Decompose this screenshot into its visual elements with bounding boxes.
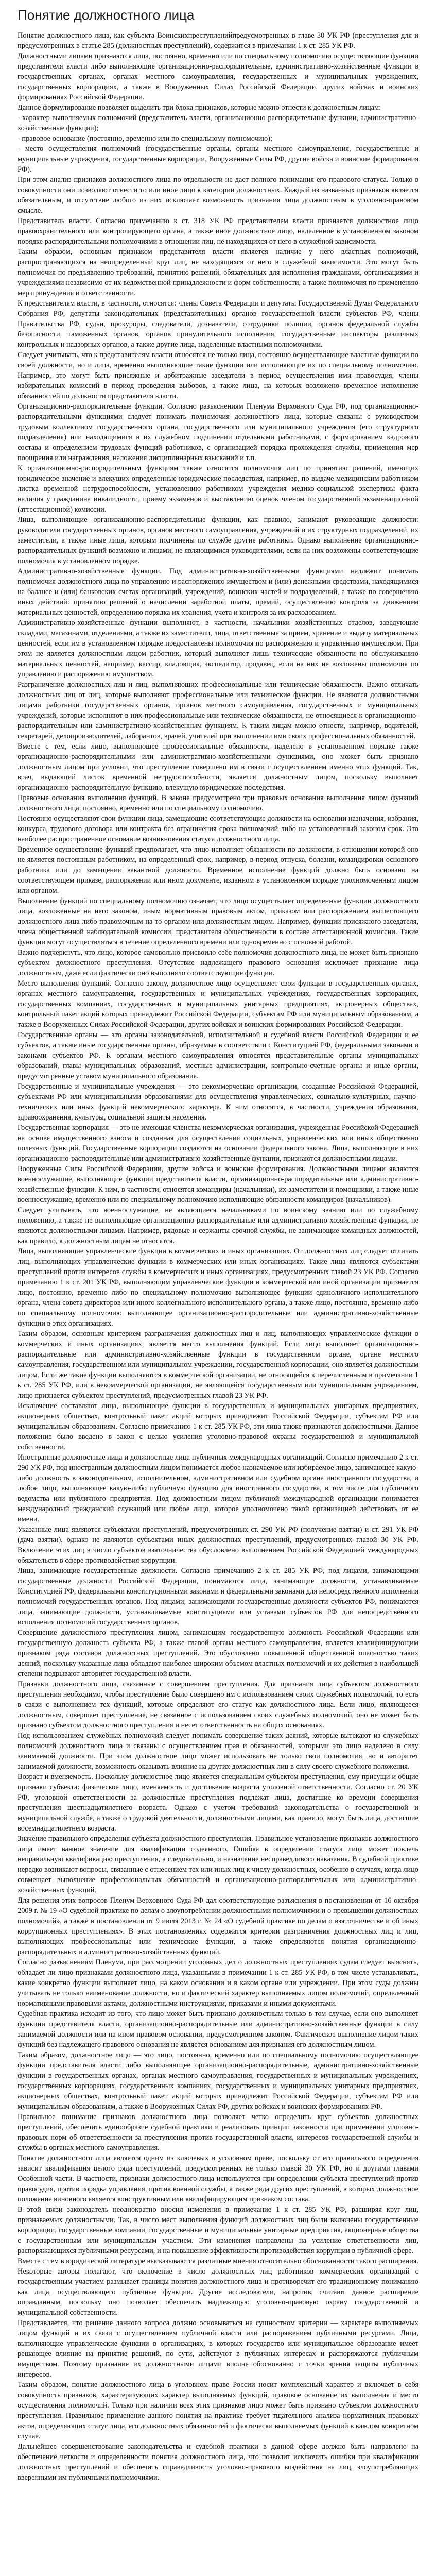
article-paragraph: Административно-хозяйственные функции. Под административно-хозяйственными функциями надлежит понимать полномочия должностного лица по управлению и распоряжению имуществом и (или) денежными средствами, находящимися на балансе и (или) банковских счетах организаций, учреждений, воинских частей и подразделений, а также по совершению иных действий: принятию решений о начислении заработной платы, премий, осуществлению контроля за движением материальных ценностей, определению порядка их хранения, учета и контроля за их расходованием. — [18, 567, 418, 617]
article-paragraph: Правовые основания выполнения функций. В законе предусмотрено три правовых основания выполнения лицом функций должностного лица: постоянно, временно или по специальному полномочию. — [18, 794, 418, 813]
article-paragraph: Иностранные должностные лица и должностные лица публичных международных организаций. Согласно примечанию 2 к ст. 290 УК РФ, под иностранным должностным лицом понимается любое назначаемое или избираемое лицо, занимающее какую-либо должность в законодательном, исполнительном, административном или судебном органе иностранного государства, и любое лицо, выполняющее какую-либо публичную функцию для иностранного государства, в том числе для публичного ведомства или публичного предприятия. Под должностным лицом публичной международной организации понимается международный гражданский служащий или любое лицо, которое уполномочено такой организацией действовать от ее имени. — [18, 1453, 418, 1524]
article-paragraph: Таким образом, понятие должностного лица в уголовном праве России носит комплексный характер и включает в себя совокупность признаков, характеризующих характер выполняемых функций, правовое основание их выполнения и место осуществления полномочий. Только при наличии всех этих признаков лицо может быть признано субъектом должностного преступления. Правильное применение данного понятия на практике требует тщательного анализа нормативных правовых актов, определяющих статус лица, его должностных обязанностей и фактически выполняемых функций в каждом конкретном случае. — [18, 2381, 418, 2441]
article-paragraph: Организационно-распорядительные функции. Согласно разъяснениям Пленума Верховного Суда РФ, под организационно-распорядительными функциями следует понимать полномочия должностного лица, которые связаны с руководством трудовым коллективом государственного органа, государственного или муниципального учреждения (его структурного подразделения) или находящимися в их служебном подчинении отдельными работниками, с формированием кадрового состава и определением трудовых функций работников, с организацией порядка прохождения службы, применения мер поощрения или награждения, наложения дисциплинарных взысканий и т.п. — [18, 402, 418, 463]
article-paragraph: Таким образом, основным признаком представителя власти является наличие у него властных полномочий, распространяющихся на неопределенный круг лиц, не находящихся от него в служебной зависимости. Это могут быть полномочия по предъявлению требований, принятию решений, обязательных для исполнения гражданами, организациями и учреждениями независимо от их ведомственной принадлежности и форм собственности, а также полномочия по применению мер принуждения и ответственности. — [18, 248, 418, 298]
article-paragraph: - правовое основание (постоянно, временно или по специальному полномочию); — [18, 134, 273, 143]
article-paragraph: Под использованием служебных полномочий следует понимать совершение таких деяний, которые вытекают из служебных полномочий должностного лица и связаны с осуществлением прав и обязанностей, которыми это лицо наделено в силу занимаемой должности. При этом должностное лицо может использовать не только свои полномочия, но и авторитет занимаемой должности, возможность оказывать влияние на других должностных лиц в силу своего служебного положения. — [18, 1732, 418, 1771]
article-paragraph: Государственные и муниципальные учреждения — это некоммерческие организации, созданные Российской Федерацией, субъектами РФ или муниципальными образованиями для осуществления управленческих, социально-культурных, научно-технических или иных функций некоммерческого характера. К ним относятся, в частности, учреждения образования, здравоохранения, культуры, социальной защиты населения. — [18, 1082, 418, 1122]
article-paragraph: В этой связи законодатель неоднократно вносил изменения в примечание 1 к ст. 285 УК РФ, расширяя круг лиц, признаваемых должностными. Так, в число мест выполнения функций должностных лиц были включены государственные корпорации, государственные компании, государственные и муниципальные унитарные предприятия, акционерные общества с государственным или муниципальным участием. Эти изменения направлены на усиление ответственности лиц, распоряжающихся публичными ресурсами, и на повышение эффективности противодействия коррупции в публичной сфере. — [18, 2206, 418, 2256]
article-paragraph: Разграничение должностных лиц и лиц, выполняющих профессиональные или технические обязанности. Важно отличать должностных лиц от лиц, которые выполняют профессиональные или технические функции. Не являются должностными лицами работники государственных органов, органов местного самоуправления, государственных и муниципальных учреждений, которые исполняют в них профессиональные или технические обязанности, не относящиеся к организационно-распорядительным или административно-хозяйственным функциям. К таким лицам можно отнести, например, водителей, секретарей, делопроизводителей, лаборантов, врачей, учителей при выполнении ими своих профессиональных обязанностей. — [18, 681, 418, 741]
article-paragraph: Следует учитывать, что к представителям власти относятся не только лица, постоянно осуществляющие властные функции по своей должности, но и лица, временно выполняющие такие функции или исполняющие их по специальному полномочию. Например, это могут быть присяжные и арбитражные заседатели в период осуществления ими правосудия, члены избирательных комиссий в период проведения выборов, а также лица, на которых возложено временное исполнение обязанностей по должности представителя власти. — [18, 351, 418, 401]
article-paragraph: Понятие должностного лица, как субъекта Воинскихпреступленийпредусмотренных в главе 30 УК РФ (преступления для и предусмотренных в статье 285 (должностных преступлений), содержится в примечании 1 к ст. 285 УК РФ. — [18, 31, 418, 50]
article-paragraph: Значение правильного определения субъекта должностного преступления. Правильное установление признаков должностного лица имеет важное значение для квалификации содеянного. Ошибка в определении статуса лица может повлечь неправильную квалификацию преступления, а следовательно, и назначение несправедливого наказания. В судебной практике нередко возникают вопросы, связанные с отнесением тех или иных лиц к числу должностных, особенно в случаях, когда лицо совмещает выполнение профессиональных обязанностей и организационно-распорядительных или административно-хозяйственных функций. — [18, 1835, 418, 1895]
article-paragraph: Вооруженные Силы Российской Федерации, другие войска и воинские формирования. Должностными лицами являются военнослужащие, выполняющие функции представителя власти, организационно-распорядительные или административно-хозяйственные функции. К ним, в частности, относятся командиры (начальники), их заместители и помощники, а также иные военнослужащие, временно или по специальному полномочию исполняющие обязанности командиров (начальников). — [18, 1165, 418, 1205]
article-paragraph: Представляется, что решение данного вопроса должно основываться на сущностном критерии — характере выполняемых лицом функций и их связи с осуществлением публичной власти или распоряжением публичными ресурсами. Лица, выполняющие управленческие функции в организациях, в которых государство или муниципальное образование имеет решающее влияние на принятие решений, по сути, действуют в публичных интересах и распоряжаются публичным имуществом. Поэтому признание их должностными лицами вполне обоснованно с точки зрения защиты публичных интересов. — [18, 2319, 418, 2379]
article-paragraph: Признаки должностного лица, связанные с совершением преступления. Для признания лица субъектом должностного преступления необходимо, чтобы преступление было совершено им с использованием своих служебных полномочий, то есть в связи с выполнением тех функций, которые определяют его статус как должностного лица. Если лицо, являющееся должностным, совершает преступление, не связанное с использованием своих служебных полномочий, оно не может быть признано субъектом должностного преступления и несет ответственность на общих основаниях. — [18, 1680, 418, 1730]
article-paragraph: Совершение должностного преступления лицом, занимающим государственную должность Российской Федерации или государственную должность субъекта РФ, а также главой органа местного самоуправления, является квалифицирующим признаком ряда составов должностных преступлений. Это обусловлено повышенной общественной опасностью таких деяний, поскольку указанные лица обладают наиболее широким объемом властных полномочий и их действия в наибольшей степени подрывают авторитет государственной власти. — [18, 1629, 418, 1679]
article-paragraph: Место выполнения функций. Согласно закону, должностное лицо осуществляет свои функции в государственных органах, органах местного самоуправления, государственных и муниципальных учреждениях, государственных корпорациях, государственных компаниях, государственных и муниципальных унитарных предприятиях, акционерных обществах, контрольный пакет акций которых принадлежит Российской Федерации, субъектам РФ или муниципальным образованиям, а также в Вооруженных Силах Российской Федерации, других войсках и воинских формированиях Российской Федерации. — [18, 979, 418, 1029]
article-paragraph: К представителям власти, в частности, относятся: члены Совета Федерации и депутаты Государственной Думы Федерального Собрания РФ, депутаты законодательных (представительных) органов государственной власти субъектов РФ, члены Правительства РФ, судьи, прокуроры, следователи, дознаватели, сотрудники полиции, органов федеральной службы безопасности, таможенных органов, органов принудительного исполнения, государственные инспекторы различных контрольных и надзорных органов, а также другие лица, наделенные властными полномочиями. — [18, 299, 418, 349]
article-paragraph: К организационно-распорядительным функциям также относятся полномочия лиц по принятию решений, имеющих юридическое значение и влекущих определенные юридические последствия, например, по выдаче медицинским работником листка временной нетрудоспособности, установлению работником учреждения медико-социальной экспертизы факта наличия у гражданина инвалидности, приему экзаменов и выставлению оценок членом государственной экзаменационной (аттестационной) комиссии. — [18, 464, 418, 514]
article-paragraph: Вместе с тем в юридической литературе высказываются различные мнения относительно обоснованности такого расширения. Некоторые авторы полагают, что включение в число должностных лиц работников коммерческих организаций с государственным участием размывает границы понятия должностного лица и противоречит его традиционному пониманию как лица, осуществляющего публичные функции. Другие исследователи, напротив, считают данное расширение оправданным, поскольку оно позволяет обеспечить надлежащую уголовно-правовую охрану государственной и муниципальной собственности. — [18, 2257, 418, 2317]
article-paragraph: Постоянно осуществляют свои функции лица, замещающие соответствующие должности на основании назначения, избрания, конкурса, трудового договора или контракта без ограничения срока полномочий либо на установленный законом срок. Это наиболее распространенное основание возникновения статуса должностного лица. — [18, 815, 418, 844]
article-paragraph: Лица, выполняющие управленческие функции в коммерческих и иных организациях. От должностных лиц следует отличать лиц, выполняющих управленческие функции в коммерческих или иных организациях. Такие лица являются субъектами преступлений против интересов службы в коммерческих и иных организациях, предусмотренных главой 23 УК РФ. Согласно примечанию 1 к ст. 201 УК РФ, выполняющим управленческие функции в коммерческой или иной организации признается лицо, постоянно, временно либо по специальному полномочию выполняющее функции единоличного исполнительного органа, члена совета директоров или иного коллегиального исполнительного органа, а также лицо, постоянно, временно либо по специальному полномочию выполняющее организационно-распорядительные или административно-хозяйственные функции в этих организациях. — [18, 1247, 418, 1328]
article-body — [18, 30, 418, 2483]
article-paragraph: При этом анализ признаков должностного лица по отдельности не дает полного понимания его правового статуса. Только в совокупности они позволяют отнести то или иное лицо к категории должностных. Каждый из названных признаков является обязательным, и отсутствие любого из них исключает возможность признания лица должностным в уголовно-правовом смысле. — [18, 176, 418, 215]
page-title: Понятие должностного лица — [18, 7, 195, 23]
article-paragraph: Для решения этих вопросов Пленум Верховного Суда РФ дал соответствующие разъяснения в постановлении от 16 октября 2009 г. № 19 «О судебной практике по делам о злоупотреблении должностными полномочиями и о превышении должностных полномочий», а также в постановлении от 9 июля 2013 г. № 24 «О судебной практике по делам о взяточничестве и об иных коррупционных преступлениях». В этих постановлениях содержатся критерии разграничения должностных лиц и лиц, выполняющих профессиональные или технические функции, а также определяются понятия организационно-распорядительных и административно-хозяйственных функций. — [18, 1896, 418, 1957]
article-paragraph: Лица, занимающие государственные должности. Согласно примечанию 2 к ст. 285 УК РФ, под лицами, занимающими государственные должности Российской Федерации, понимаются лица, занимающие должности, устанавливаемые Конституцией РФ, федеральными конституционными законами и федеральными законами для непосредственного исполнения полномочий государственных органов. Под лицами, занимающими государственные должности субъектов РФ, понимаются лица, занимающие должности, устанавливаемые конституциями или уставами субъектов РФ для непосредственного исполнения полномочий государственных органов. — [18, 1567, 418, 1627]
article-paragraph: Правильное понимание признаков должностного лица позволяет четко определить круг субъектов должностных преступлений, обеспечить единообразие судебной практики и реализовать принцип законности при применении уголовно-правовых норм об ответственности за преступления против государственной власти, интересов государственной службы и службы в органах местного самоуправления. — [18, 2113, 418, 2153]
article-paragraph: Данное формулирование позволяет выделить три блока признаков, которые можно отнести к должностным лицам: — [18, 104, 381, 112]
article-paragraph: Следует учитывать, что военнослужащие, не являющиеся начальниками по воинскому званию или по служебному положению, а также не выполняющие организационно-распорядительные или административно-хозяйственные функции, не являются должностными лицами. Например, рядовые и сержанты срочной службы, не занимающие командных должностей, как правило, к должностным лицам не относятся. — [18, 1206, 418, 1246]
article-paragraph: Дальнейшее совершенствование законодательства и судебной практики в данной сфере должно быть направлено на обеспечение четкости и определенности понятия должностного лица, что позволит исключить ошибки при квалификации должностных преступлений и обеспечить справедливость уголовно-правового воздействия на лиц, злоупотребляющих вверенными им публичными полномочиями. — [18, 2443, 418, 2482]
article-paragraph: Возраст и вменяемость. Поскольку должностное лицо является специальным субъектом преступления, ему присущи и общие признаки субъекта: физическое лицо, вменяемость и достижение возраста уголовной ответственности. Согласно ст. 20 УК РФ, уголовной ответственности за должностные преступления подлежат лица, достигшие ко времени совершения преступления шестнадцатилетнего возраста. Однако с учетом требований законодательства о государственной и муниципальной службе, а также о трудовой деятельности, должностными лицами, как правило, могут быть лица, достигшие восемнадцатилетнего возраста. — [18, 1773, 418, 1833]
article-paragraph: Должностными лицами признаются лица, постоянно, временно или по специальному полномочию осуществляющие функции представителя власти либо выполняющие организационно-распорядительные, административно-хозяйственные функции в государственных органах, органах местного самоуправления, государственных и муниципальных учреждениях, государственных корпорациях, а также в Вооруженных Силах Российской Федерации, других войсках и воинских формированиях Российской Федерации. — [18, 52, 418, 102]
article-paragraph: Лица, выполняющие организационно-распорядительные функции, как правило, занимают руководящие должности: руководители государственных органов, органов местного самоуправления, учреждений и их структурных подразделений, их заместители, а также иные лица, которым подчинены по службе другие работники. Однако выполнение организационно-распорядительных функций возможно и лицами, не являющимися руководителями, если на них возложены соответствующие полномочия в установленном порядке. — [18, 516, 418, 566]
article-paragraph: Важно подчеркнуть, что лицо, которое самовольно присвоило себе полномочия должностного лица, не может быть признано субъектом должностного преступления. Отсутствие надлежащего правового основания исключает признание лица должностным, даже если фактически оно выполняло соответствующие функции. — [18, 948, 418, 978]
article-paragraph: - место осуществления полномочий (государственные органы, органы местного самоуправления, государственные и муниципальные учреждения, государственные корпорации, Вооруженные Силы РФ, другие войска и воинские формирования РФ). — [18, 145, 418, 174]
article-paragraph: Исключение составляют лица, выполняющие функции в государственных и муниципальных унитарных предприятиях, акционерных обществах, контрольный пакет акций которых принадлежит Российской Федерации, субъектам РФ или муниципальным образованиям. Согласно примечанию 1 к ст. 285 УК РФ, эти лица также признаются должностными. Данное положение было введено в закон с целью усиления уголовно-правовой охраны государственной и муниципальной собственности. — [18, 1402, 418, 1452]
article-paragraph: Согласно разъяснениям Пленума, при рассмотрении уголовных дел о должностных преступлениях судам следует выяснять, обладает ли лицо признаками должностного лица, указанными в примечании 1 к ст. 285 УК РФ, в том числе устанавливать, какие конкретно функции выполняет лицо, на каком основании и в каком органе или учреждении. При этом суды должны учитывать не только наименование должности, но и фактический характер выполняемых лицом полномочий, определенный нормативными правовыми актами, должностными инструкциями, приказами и иными документами. — [18, 1958, 418, 2008]
article-paragraph: Понятие должностного лица является одним из ключевых в уголовном праве, поскольку от его правильного определения зависит квалификация целого ряда преступлений, предусмотренных не только главой 30 УК РФ, но и другими главами Особенной части. В частности, признаки должностного лица используются при определении субъекта преступлений против правосудия, против порядка управления, против военной службы, а также ряда других преступлений, в которых должностное положение виновного является конструктивным или квалифицирующим признаком состава. — [18, 2154, 418, 2204]
article-paragraph: Временное осуществление функций предполагает, что лицо исполняет обязанности по должности, в отношении которой оно не является постоянным работником, на определенный срок, например, в период отпуска, болезни, командировки основного работника или до замещения вакантной должности. Временное исполнение функций должно быть основано на соответствующем приказе, распоряжении или ином документе, изданном в установленном порядке уполномоченным лицом или органом. — [18, 845, 418, 895]
article-paragraph: Таким образом, должностное лицо — это лицо, постоянно, временно или по специальному полномочию осуществляющее функции представителя власти либо выполняющее организационно-распорядительные, административно-хозяйственные функции в государственных органах, органах местного самоуправления, государственных и муниципальных учреждениях, государственных корпорациях, государственных компаниях, государственных и муниципальных унитарных предприятиях, акционерных обществах, контрольный пакет акций которых принадлежит Российской Федерации, субъектам РФ или муниципальным образованиям, а также в Вооруженных Силах РФ, других войсках и воинских формированиях РФ. — [18, 2051, 418, 2111]
article-paragraph: Государственная корпорация — это не имеющая членства некоммерческая организация, учрежденная Российской Федерацией на основе имущественного взноса и созданная для осуществления социальных, управленческих или иных общественно полезных функций. Государственные корпорации создаются на основании федерального закона. Лица, выполняющие в них организационно-распорядительные или административно-хозяйственные функции, признаются должностными лицами. — [18, 1124, 418, 1163]
article-paragraph: Административно-хозяйственные функции выполняют, в частности, начальники хозяйственных отделов, заведующие складами, магазинами, отделениями, а также их заместители, лица, ответственные за прием, хранение и выдачу материальных ценностей, если им в установленном порядке предоставлены полномочия по распоряжению и управлению имуществом. При этом не является должностным лицом работник, который выполняет лишь технические обязанности по обслуживанию материальных ценностей, например, кассир, кладовщик, экспедитор, продавец, если на них не возложены полномочия по управлению и распоряжению имуществом. — [18, 619, 418, 679]
article-paragraph: Указанные лица являются субъектами преступлений, предусмотренных ст. 290 УК РФ (получение взятки) и ст. 291 УК РФ (дача взятки), однако не являются субъектами иных должностных преступлений, предусмотренных главой 30 УК РФ. Включение этих лиц в число субъектов взяточничества обусловлено выполнением Российской Федерацией международных обязательств в сфере противодействия коррупции. — [18, 1526, 418, 1565]
article-paragraph: Вместе с тем, если лицо, выполняющее профессиональные обязанности, наделено в установленном порядке также организационно-распорядительными или административно-хозяйственными функциями, оно может быть признано должностным лицом при условии, что преступление совершено им в связи с осуществлением именно этих функций. Так, врач, выдающий листок временной нетрудоспособности, является должностным лицом, поскольку выполняет организационно-распорядительную функцию, влекущую юридические последствия. — [18, 742, 418, 792]
article-paragraph: Государственные органы — это органы законодательной, исполнительной и судебной власти Российской Федерации и ее субъектов, а также иные государственные органы, образуемые в соответствии с Конституцией РФ, федеральными законами и законами субъектов РФ. К органам местного самоуправления относятся представительные органы муниципальных образований, главы муниципальных образований, местные администрации, контрольно-счетные органы и иные органы, предусмотренные уставом муниципального образования. — [18, 1031, 418, 1081]
article-paragraph: Таким образом, основным критерием разграничения должностных лиц и лиц, выполняющих управленческие функции в коммерческих и иных организациях, является место выполнения функций. Если лицо выполняет организационно-распорядительные или административно-хозяйственные функции в государственном органе, органе местного самоуправления, государственном или муниципальном учреждении, государственной корпорации, оно является должностным лицом. Если же такие функции выполняются в коммерческой организации, не относящейся к перечисленным в примечании 1 к ст. 285 УК РФ, или в некоммерческой организации, не являющейся государственным или муниципальным учреждением, лицо признается субъектом преступлений, предусмотренных главой 23 УК РФ. — [18, 1330, 418, 1400]
article-paragraph: - характер выполняемых полномочий (представитель власти, организационно-распорядительные функции, административно-хозяйственные функции); — [18, 114, 418, 133]
article-paragraph: Выполнение функций по специальному полномочию означает, что лицо осуществляет определенные функции должностного лица, возложенные на него законом, иным нормативным правовым актом, приказом или распоряжением вышестоящего должностного лица либо правомочным на то органом или должностным лицом. Например, функции присяжного заседателя, члена общественной наблюдательной комиссии, представителя общественности в составе аттестационной комиссии. Такие функции могут осуществляться в течение определенного времени или одновременно с основной работой. — [18, 897, 418, 947]
article-paragraph: Судебная практика исходит из того, что лицо может быть признано должностным только в том случае, если оно выполняет функции представителя власти, организационно-распорядительные или административно-хозяйственные функции в силу занимаемой должности или на ином правовом основании, предусмотренном законом. Фактическое выполнение лицом таких функций без надлежащего правового основания не является основанием для признания его должностным лицом. — [18, 2010, 418, 2049]
article-paragraph: Представитель власти. Согласно примечанию к ст. 318 УК РФ представителем власти признается должностное лицо правоохранительного или контролирующего органа, а также иное должностное лицо, наделенное в установленном законом порядке распорядительными полномочиями в отношении лиц, не находящихся от него в служебной зависимости. — [18, 217, 418, 246]
